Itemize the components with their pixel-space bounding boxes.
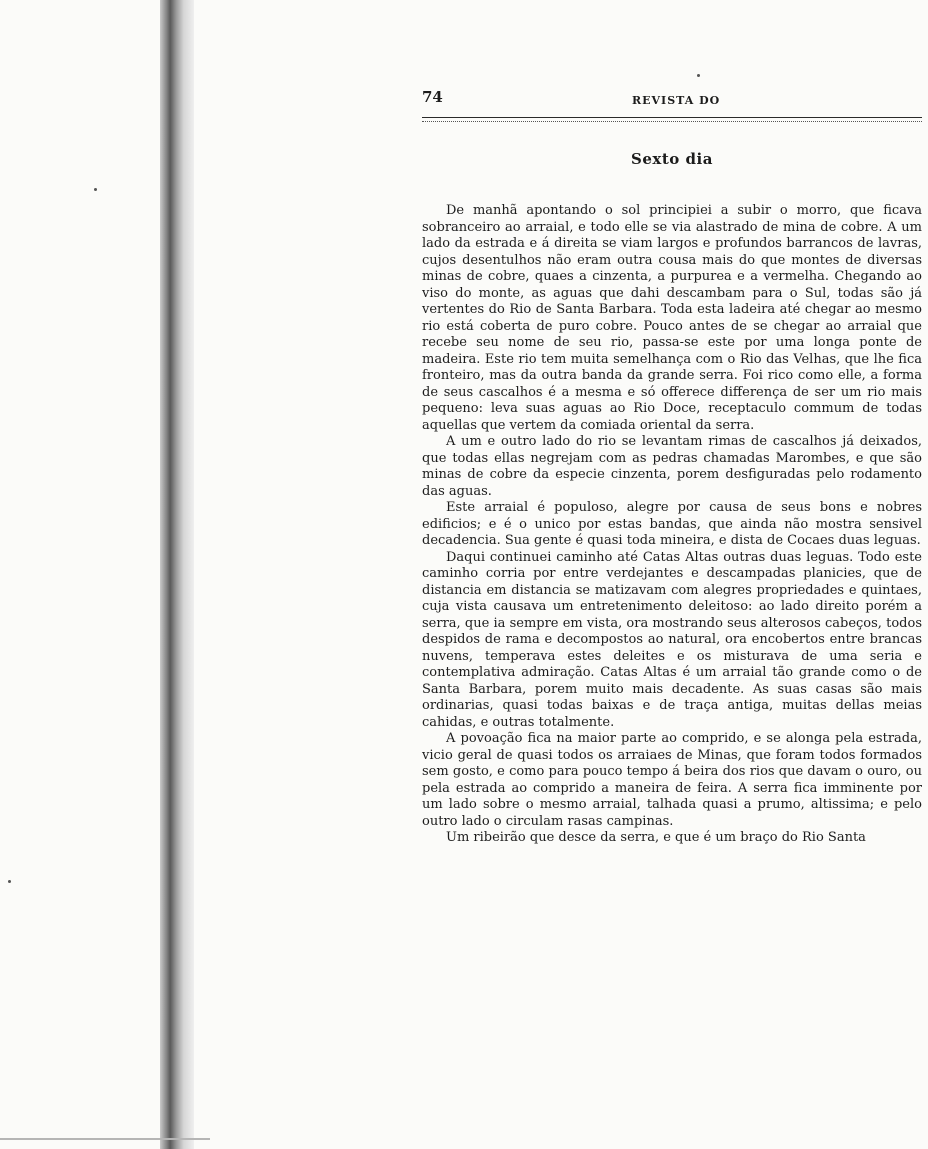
scan-speck bbox=[8, 880, 11, 883]
book-binding-gutter bbox=[160, 0, 194, 1149]
paragraph: A um e outro lado do rio se levantam rimas de cascalhos já deixados, que todas ellas negrejam com as pedras chamadas Marombes, e que são minas de cobre da especie cinzenta, porem desfiguradas pelo rodamento das aguas. bbox=[422, 434, 922, 499]
paragraph: Daqui continuei caminho até Catas Altas outras duas leguas. Todo este caminho corria por entre verdejantes e descampadas planicies, que de distancia em distancia se matizavam com alegres propriedades e quintaes, cuja vista causava um entretenimento deleitoso: ao lado direito porém a serra, que ia sempre em vista, ora mostrando seus alterosos cabeços, todos despidos de rama e decompostos ao natural, ora encobertos entre brancas nuvens, temperava estes deleites e os misturava de uma seria e contemplativa admiração. Catas Altas é um arraial tão grande como o de Santa Barbara, porem muito mais decadente. As suas casas são mais ordinarias, quasi todas baixas e de traça antiga, muitas dellas meias cahidas, e outras totalmente. bbox=[422, 549, 922, 730]
page-header bbox=[422, 88, 922, 118]
paragraph: De manhã apontando o sol principiei a subir o morro, que ficava sobranceiro ao arraial, e todo elle se via alastrado de mina de cobre. A um lado da estrada e á direita se viam largos e profundos barrancos de lavras, cujos desentulhos não eram outra cousa mais do que montes de diversas minas de cobre, quaes a cinzenta, a purpurea e a vermelha. Chegando ao viso do monte, as aguas que dahi descambam para o Sul, todas são já vertentes do Rio de Santa Barbara. Toda esta ladeira até chegar ao mesmo rio está coberta de puro cobre. Pouco antes de se chegar ao arraial que recebe seu nome de seu rio, passa-se este por uma longa ponte de madeira. Este rio tem muita semelhança com o Rio das Velhas, que lhe fica fronteiro, mas da outra banda da grande serra. Foi rico como elle, a forma de seus cascalhos é a mesma e só offerece differença de ser um rio mais pequeno: leva suas aguas ao Rio Doce, receptaculo commum de todas aquellas que vertem da comiada oriental da serra. bbox=[422, 203, 922, 433]
page-number: 74 bbox=[422, 88, 443, 106]
header-rule bbox=[422, 117, 922, 122]
running-head: REVISTA DO bbox=[632, 94, 721, 107]
paragraph: Este arraial é populoso, alegre por causa de seus bons e nobres edificios; e é o unico por estas bandas, que ainda não mostra sensivel decadencia. Sua gente é quasi toda mineira, e dista de Cocaes duas leguas. bbox=[422, 500, 922, 548]
scan-speck bbox=[94, 188, 97, 191]
section-title: Sexto dia bbox=[631, 150, 713, 168]
page-edge-line bbox=[0, 1138, 210, 1140]
body-text bbox=[422, 203, 922, 847]
paragraph: Um ribeirão que desce da serra, e que é um braço do Rio Santa bbox=[446, 830, 866, 845]
scan-speck bbox=[697, 74, 700, 77]
paragraph: A povoação fica na maior parte ao comprido, e se alonga pela estrada, vicio geral de quasi todos os arraiaes de Minas, que foram todos formados sem gosto, e como para pouco tempo á beira dos rios que davam o ouro, ou pela estrada ao comprido a maneira de feira. A serra fica imminente por um lado sobre o mesmo arraial, talhada quasi a prumo, altissima; e pelo outro lado o circulam rasas campinas. bbox=[422, 731, 922, 829]
